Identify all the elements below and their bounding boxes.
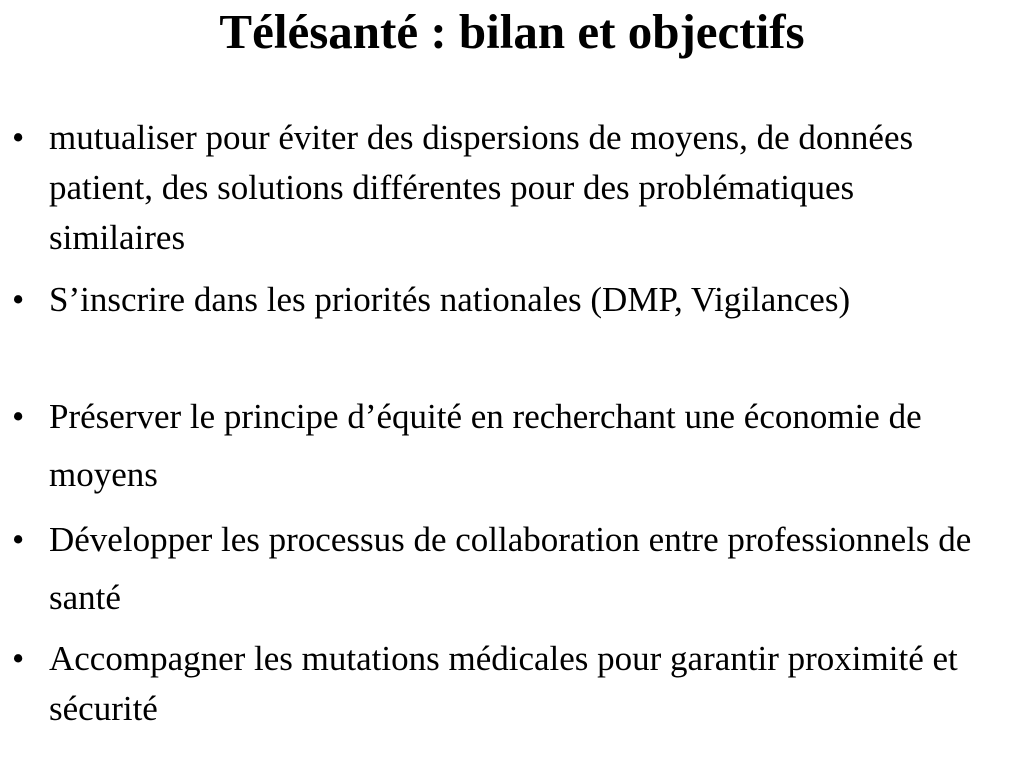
bullet-icon: • [12,280,25,319]
bullet-item [0,634,1000,734]
bullet-item [0,113,1000,263]
bullet-icon: • [12,397,25,436]
bullet-icon: • [12,520,25,559]
bullet-icon: • [12,639,25,678]
bullet-item [0,388,1000,504]
bullet-text: Développer les processus de collaboration entre professionnels de santé [49,520,972,617]
bullet-item [0,275,1000,325]
bullet-icon: • [12,118,25,157]
bullet-text: mutualiser pour éviter des dispersions de moyens, de données patient, des solutions différentes pour des problématiques similaires [49,118,914,257]
bullet-text: Accompagner les mutations médicales pour garantir proximité et sécurité [49,639,958,728]
bullet-text: Préserver le principe d’équité en recherchant une économie de moyens [49,397,922,494]
bullet-text: S’inscrire dans les priorités nationales (DMP, Vigilances) [49,280,851,319]
slide-title: Télésanté : bilan et objectifs [219,4,805,59]
bullet-item [0,511,1000,627]
